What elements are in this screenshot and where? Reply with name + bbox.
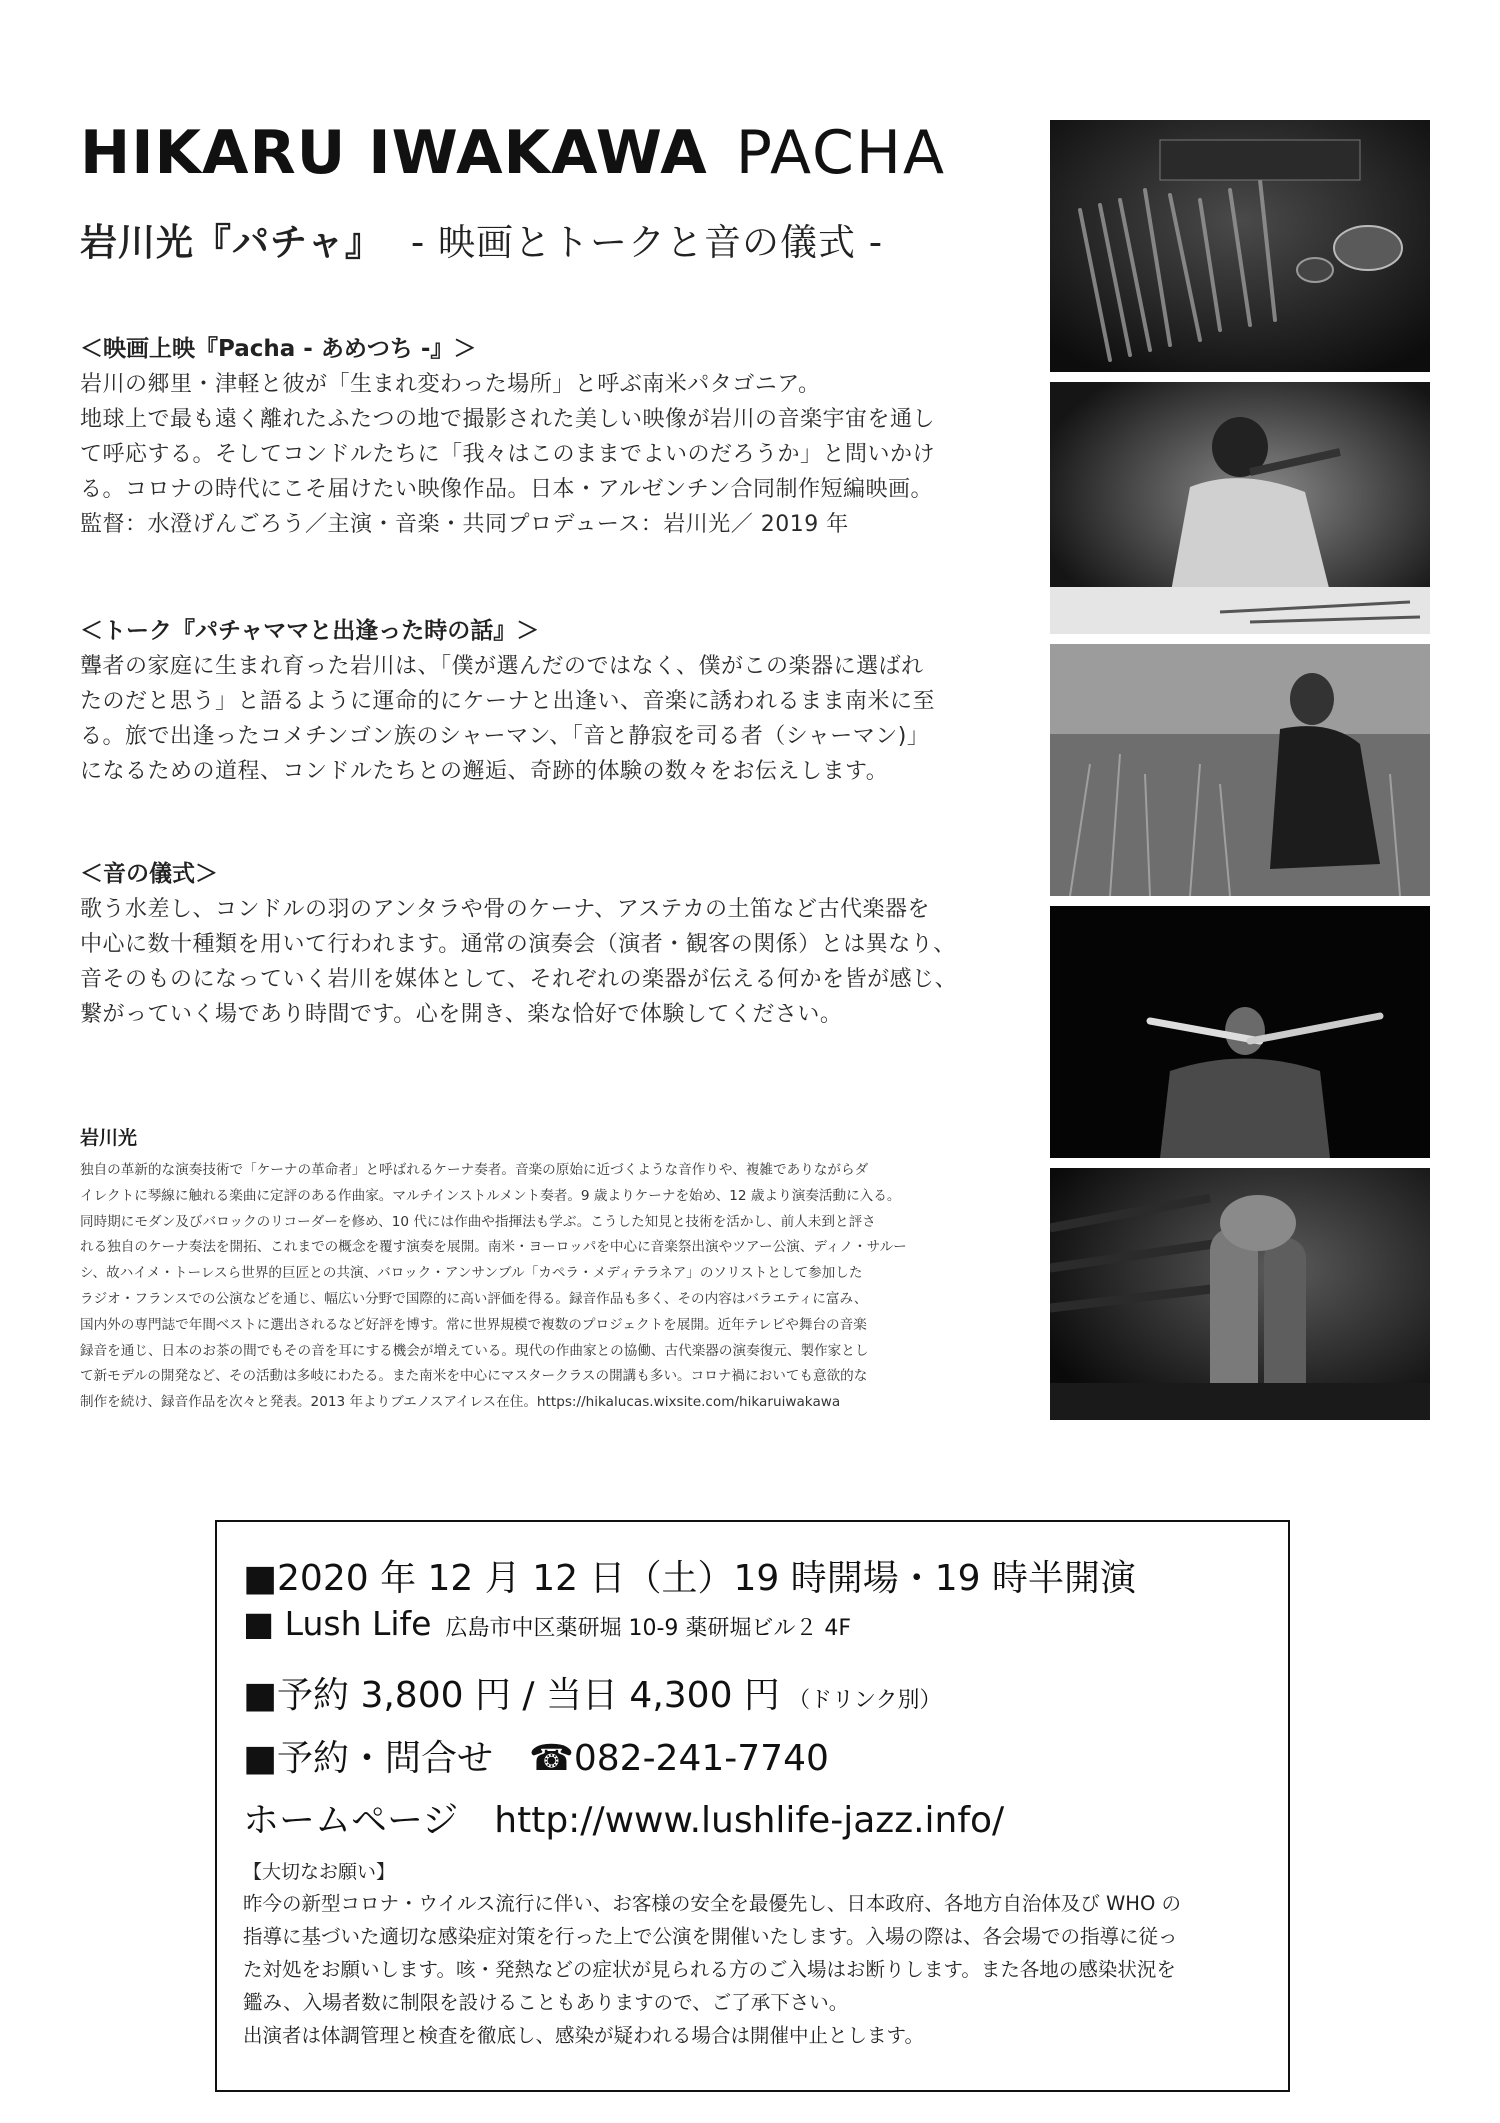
title-ja	[80, 212, 883, 266]
section-heading: ＜音の儀式＞	[80, 861, 218, 887]
section-heading: ＜映画上映『Pacha - あめつち -』＞	[80, 336, 477, 362]
price-note: （ドリンク別）	[787, 1688, 942, 1713]
title-ja-main: 岩川光『パチャ』	[80, 221, 383, 264]
notice-body: 昨今の新型コロナ・ウイルス流行に伴い、お客様の安全を最優先し、日本政府、各地方自治体及び WHO の 指導に基づいた適切な感染症対策を行った上で公演を開催いたします。入場の際は、各会場での指導に従っ た対処をお願いします。咳・発熱などの症状が見られる方のご入場はお断りします。また各地の感染状況を 鑑み、入場者数に制限を設けることもありますので、ご了承下さい。 出演者は体調管理と検査を徹底し、感染が疑われる場合は開催中止とします。	[243, 1892, 1182, 2047]
event-info-box	[215, 1520, 1290, 2092]
price-text: ■予約 3,800 円 / 当日 4,300 円	[243, 1675, 780, 1716]
event-price	[243, 1667, 942, 1718]
section-body: 聾者の家庭に生まれ育った岩川は、「僕が選んだのではなく、僕がこの楽器に選ばれ たのだと思う」と語るように運命的にケーナと出逢い、音楽に誘われるまま南米に至 る。旅で出逢ったコメチンゴン族のシャーマン、「音と静寂を司る者（シャーマン)」 になるための道程、コンドルたちとの邂逅、奇跡的体験の数々をお伝えします。	[80, 654, 936, 784]
photo-performer-seated	[1050, 382, 1430, 634]
event-venue	[243, 1604, 851, 1643]
venue-name: ■ Lush Life	[243, 1604, 432, 1643]
notice-title: 【大切なお願い】	[243, 1861, 396, 1883]
event-date: ■2020 年 12 月 12 日（土）19 時開場・19 時半開演	[243, 1558, 1136, 1599]
section-ritual	[80, 855, 1010, 1032]
homepage-label: ホームページ	[243, 1800, 459, 1841]
photo-ancient-flute	[1050, 1168, 1430, 1420]
section-heading: ＜トーク『パチャママと出逢った時の話』＞	[80, 618, 540, 644]
bio-name: 岩川光	[80, 1127, 138, 1149]
contact-phone[interactable]: ☎082-241-7740	[529, 1738, 829, 1779]
photo-column	[1050, 120, 1430, 1430]
event-homepage	[243, 1792, 1004, 1843]
title-en	[80, 118, 946, 188]
photo-performer-flutes	[1050, 906, 1430, 1158]
title-ja-sub: - 映画とトークと音の儀式 -	[410, 221, 884, 264]
title-en-light: PACHA	[735, 118, 947, 188]
contact-label: ■予約・問合せ	[243, 1738, 494, 1779]
title-en-bold: HIKARU IWAKAWA	[80, 118, 708, 188]
homepage-link[interactable]: http://www.lushlife-jazz.info/	[494, 1800, 1005, 1841]
photo-performer-grass	[1050, 644, 1430, 896]
photo-instruments-overhead	[1050, 120, 1430, 372]
section-talk	[80, 612, 1010, 789]
section-body: 歌う水差し、コンドルの羽のアンタラや骨のケーナ、アステカの土笛など古代楽器を 中心に数十種類を用いて行われます。通常の演奏会（演者・観客の関係）とは異なり、 音そのものになっていく岩川を媒体として、それぞれの楽器が伝える何かを皆が感じ、 繋がっていく場であり時間です。心を開き、楽な恰好で体験してください。	[80, 897, 958, 1027]
section-body: 岩川の郷里・津軽と彼が「生まれ変わった場所」と呼ぶ南米パタゴニア。 地球上で最も遠く離れたふたつの地で撮影された美しい映像が岩川の音楽宇宙を通し て呼応する。そしてコンドルたちに「我々はこのままでよいのだろうか」と問いかけ る。コロナの時代にこそ届けたい映像作品。日本・アルゼンチン合同制作短編映画。 監督：水澄げんごろう／主演・音楽・共同プロデュース：岩川光／ 2019 年	[80, 372, 936, 537]
bio-body: 独自の革新的な演奏技術で「ケーナの革命者」と呼ばれるケーナ奏者。音楽の原始に近づくような音作りや、複雑でありながらダ イレクトに琴線に触れる楽曲に定評のある作曲家。マルチインストルメント奏者。9 歳よりケーナを始め、12 歳より演奏活動に入る。 同時期にモダン及びバロックのリコーダーを修め、10 代には作曲や指揮法も学ぶ。こうした知見と技術を活かし、前人未到と評さ れる独自のケーナ奏法を開拓、これまでの概念を覆す演奏を展開。南米・ヨーロッパを中心に音楽祭出演やツアー公演、ディノ・サルー シ、故ハイメ・トーレスら世界的巨匠との共演、バロック・アンサンブル「カペラ・メディテラネア」のソリストとして参加した ラジオ・フランスでの公演などを通じ、幅広い分野で国際的に高い評価を得る。録音作品も多く、その内容はバラエティに富み、 国内外の専門誌で年間ベストに選出されるなど好評を博す。常に世界規模で複数のプロジェクトを展開。近年テレビや舞台の音楽 録音を通じ、日本のお茶の間でもその音を耳にする機会が増えている。現代の作曲家との協働、古代楽器の演奏復元、製作家とし て新モデルの開発など、その活動は多岐にわたる。また南米を中心にマスタークラスの開講も多い。コロナ禍においても意欲的な 制作を続け、録音作品を次々と発表。2013 年よりブエノスアイレス在住。https://hikalucas.wixsite.com/hikaruiwakawa	[80, 1162, 907, 1411]
venue-address: 広島市中区薬研堀 10-9 薬研堀ビル２ 4F	[445, 1616, 852, 1641]
section-film	[80, 330, 1010, 542]
event-contact	[243, 1730, 829, 1781]
